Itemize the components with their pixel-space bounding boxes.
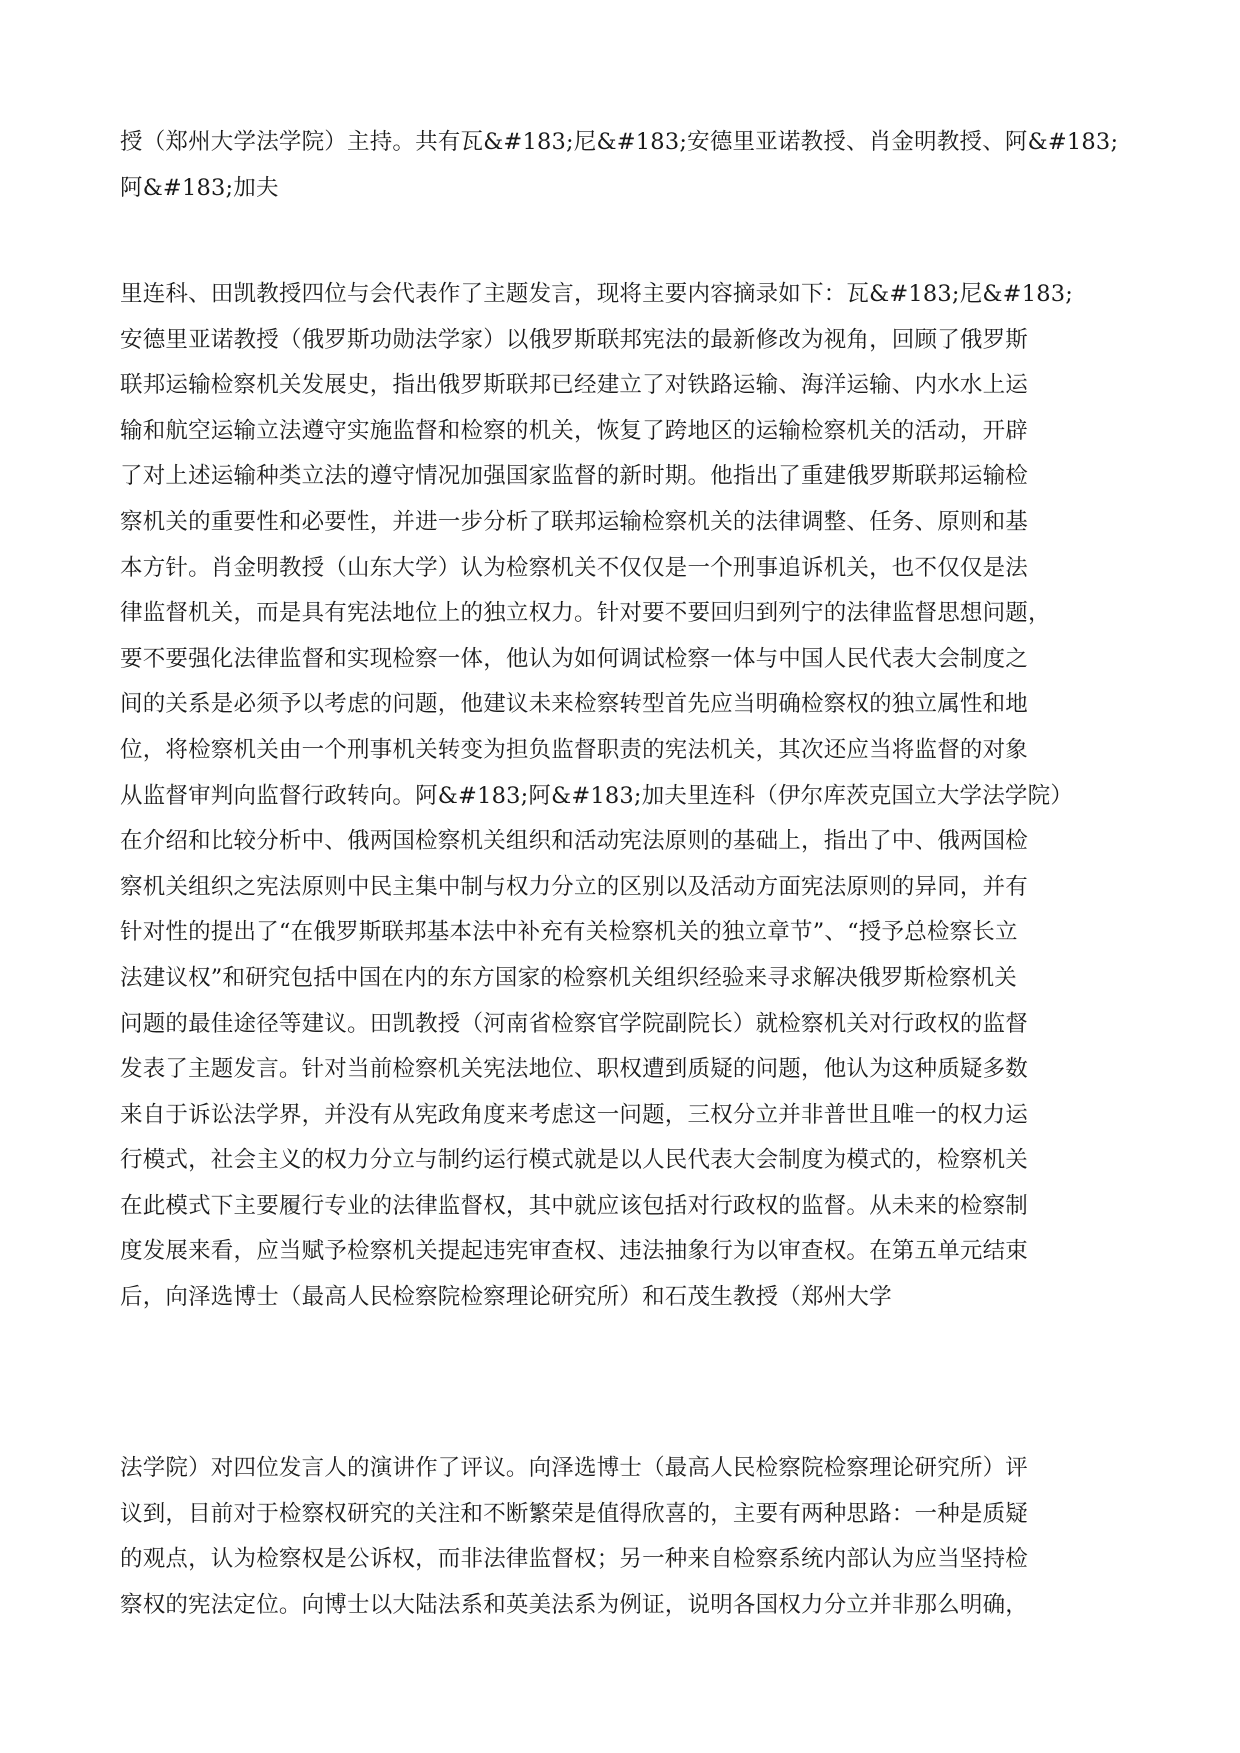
text-line: 法学院）对四位发言人的演讲作了评议。向泽选博士（最高人民检察院检察理论研究所）评 xyxy=(120,1455,1029,1481)
text-line: 阿&#183;加夫 xyxy=(120,174,279,201)
text-line: 输和航空运输立法遵守实施监督和检察的机关，恢复了跨地区的运输检察机关的活动，开辟 xyxy=(120,417,1029,444)
text-line: 了对上述运输种类立法的遵守情况加强国家监督的新时期。他指出了重建俄罗斯联邦运输检 xyxy=(120,463,1029,490)
text-line: 里连科、田凯教授四位与会代表作了主题发言，现将主要内容摘录如下：瓦&#183;尼&#183; xyxy=(120,281,1074,307)
text-line: 察机关组织之宪法原则中民主集中制与权力分立的区别以及活动方面宪法原则的异同，并有 xyxy=(120,873,1029,900)
text-line: 察权的宪法定位。向博士以大陆法系和英美法系为例证，说明各国权力分立并非那么明确， xyxy=(120,1591,1029,1618)
text-line: 位，将检察机关由一个刑事机关转变为担负监督职责的宪法机关，其次还应当将监督的对象 xyxy=(120,736,1029,763)
text-line: 从监督审判向监督行政转向。阿&#183;阿&#183;加夫里连科（伊尔库茨克国立大学法学院） xyxy=(120,782,1074,809)
text-line: 本方针。肖金明教授（山东大学）认为检察机关不仅仅是一个刑事追诉机关，也不仅仅是法 xyxy=(120,554,1029,581)
text-line: 度发展来看，应当赋予检察机关提起违宪审查权、违法抽象行为以审查权。在第五单元结束 xyxy=(120,1238,1029,1265)
text-line: 联邦运输检察机关发展史，指出俄罗斯联邦已经建立了对铁路运输、海洋运输、内水水上运 xyxy=(120,372,1029,399)
text-line: 的观点，认为检察权是公诉权，而非法律监督权；另一种来自检察系统内部认为应当坚持检 xyxy=(120,1546,1029,1573)
text-line: 问题的最佳途径等建议。田凯教授（河南省检察官学院副院长）就检察机关对行政权的监督 xyxy=(120,1010,1029,1037)
text-line: 法建议权”和研究包括中国在内的东方国家的检察机关组织经验来寻求解决俄罗斯检察机关 xyxy=(120,964,1018,991)
text-line: 后，向泽选博士（最高人民检察院检察理论研究所）和石茂生教授（郑州大学 xyxy=(120,1284,892,1311)
paragraph-2 xyxy=(120,272,1130,1321)
text-line: 来自于诉讼法学界，并没有从宪政角度来考虑这一问题，三权分立并非普世且唯一的权力运 xyxy=(120,1101,1029,1128)
text-line: 要不要强化法律监督和实现检察一体，他认为如何调试检察一体与中国人民代表大会制度之 xyxy=(120,645,1029,672)
text-line: 行模式，社会主义的权力分立与制约运行模式就是以人民代表大会制度为模式的，检察机关 xyxy=(120,1147,1029,1174)
text-line: 发表了主题发言。针对当前检察机关宪法地位、职权遭到质疑的问题，他认为这种质疑多数 xyxy=(120,1056,1029,1083)
text-line: 安德里亚诺教授（俄罗斯功勋法学家）以俄罗斯联邦宪法的最新修改为视角，回顾了俄罗斯 xyxy=(120,326,1029,353)
text-line: 察机关的重要性和必要性，并进一步分析了联邦运输检察机关的法律调整、任务、原则和基 xyxy=(120,508,1029,535)
text-line: 议到，目前对于检察权研究的关注和不断繁荣是值得欣喜的，主要有两种思路：一种是质疑 xyxy=(120,1500,1029,1527)
text-line: 授（郑州大学法学院）主持。共有瓦&#183;尼&#183;安德里亚诺教授、肖金明教授、阿&#183; xyxy=(120,129,1119,155)
paragraph-3 xyxy=(120,1446,1130,1628)
text-line: 在此模式下主要履行专业的法律监督权，其中就应该包括对行政权的监督。从未来的检察制 xyxy=(120,1192,1029,1219)
paragraph-1 xyxy=(120,120,1130,211)
text-line: 间的关系是必须予以考虑的问题，他建议未来检察转型首先应当明确检察权的独立属性和地 xyxy=(120,691,1029,718)
text-line: 在介绍和比较分析中、俄两国检察机关组织和活动宪法原则的基础上，指出了中、俄两国检 xyxy=(120,828,1029,855)
text-line: 针对性的提出了“在俄罗斯联邦基本法中补充有关检察机关的独立章节”、“授予总检察长立 xyxy=(120,919,1018,946)
text-line: 律监督机关，而是具有宪法地位上的独立权力。针对要不要回归到列宁的法律监督思想问题， xyxy=(120,600,1051,627)
